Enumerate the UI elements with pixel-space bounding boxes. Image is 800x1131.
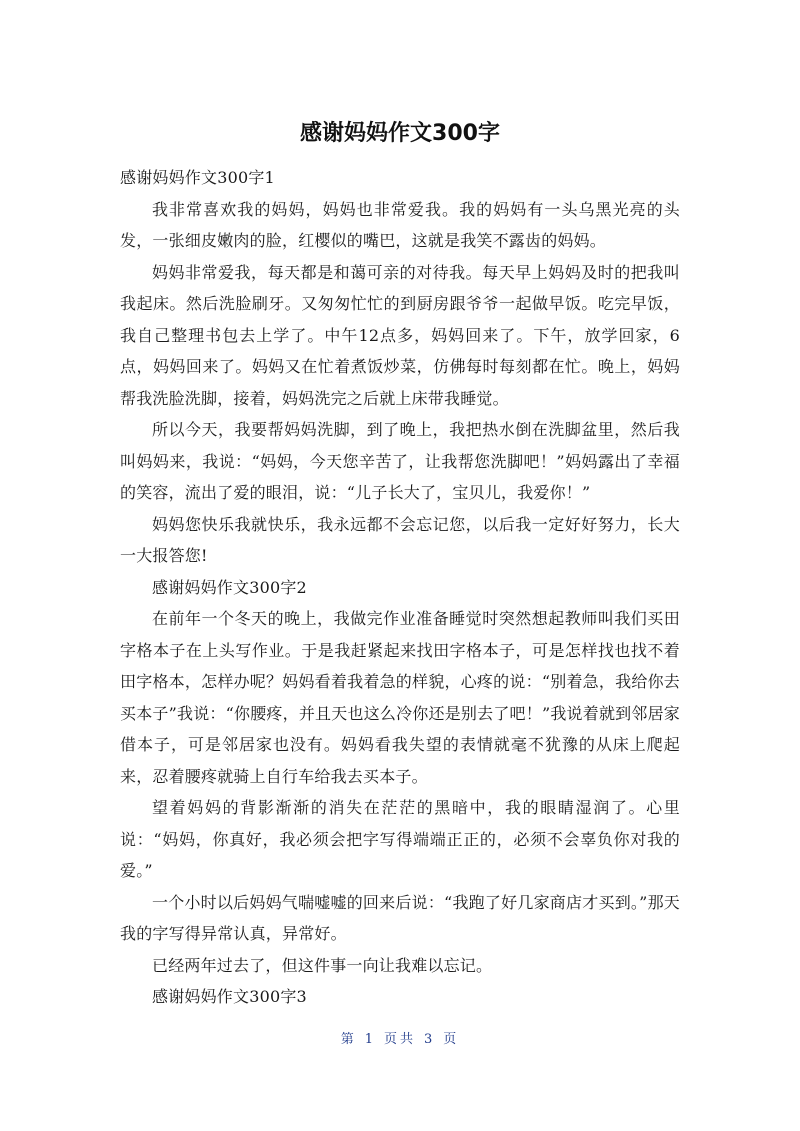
page-label-prefix: 第 — [340, 1032, 357, 1047]
paragraph: 我非常喜欢我的妈妈，妈妈也非常爱我。我的妈妈有一头乌黑光亮的头发，一张细皮嫩肉的脸，红樱似的嘴巴，这就是我笑不露齿的妈妈。 — [120, 199, 680, 250]
section-heading-1: 感谢妈妈作文300字1 — [120, 168, 275, 187]
page-label-suffix: 页 — [443, 1032, 460, 1047]
document-title: 感谢妈妈作文300字 — [300, 121, 500, 146]
document-body — [120, 162, 680, 1013]
paragraph: 妈妈您快乐我就快乐，我永远都不会忘记您，以后我一定好好努力，长大一大报答您! — [120, 514, 680, 565]
paragraph: 在前年一个冬天的晚上，我做完作业准备睡觉时突然想起教师叫我们买田字格本子在上头写作业。于是我赶紧起来找田字格本子，可是怎样找也找不着田字格本，怎样办呢？妈妈看着我着急的样貌，心疼的说：“别着急，我给你去买本子”我说：“你腰疼，并且天也这么冷你还是别去了吧！”我说着就到邻居家借本子，可是邻居家也没有。妈妈看我失望的表情就毫不犹豫的从床上爬起来，忍着腰疼就骑上自行车给我去买本子。 — [120, 609, 680, 786]
page-label-middle: 页共 — [383, 1032, 416, 1047]
paragraph: 妈妈非常爱我，每天都是和蔼可亲的对待我。每天早上妈妈及时的把我叫我起床。然后洗脸刷牙。又匆匆忙忙的到厨房跟爷爷一起做早饭。吃完早饭，我自己整理书包去上学了。中午12点多，妈妈回来了。下午，放学回家，6点，妈妈回来了。妈妈又在忙着煮饭炒菜，仿佛每时每刻都在忙。晚上，妈妈帮我洗脸洗脚，接着，妈妈洗完之后就上床带我睡觉。 — [120, 262, 680, 408]
section-heading-3: 感谢妈妈作文300字3 — [152, 987, 307, 1006]
page-footer — [0, 1030, 800, 1050]
current-page-number: 1 — [364, 1032, 376, 1047]
paragraph: 望着妈妈的背影渐渐的消失在茫茫的黑暗中，我的眼睛湿润了。心里说：“妈妈，你真好，我必须会把字写得端端正正的，必须不会辜负你对我的爱。” — [120, 798, 680, 880]
paragraph: 所以今天，我要帮妈妈洗脚，到了晚上，我把热水倒在洗脚盆里，然后我叫妈妈来，我说：“妈妈，今天您辛苦了，让我帮您洗脚吧！”妈妈露出了幸福的笑容，流出了爱的眼泪，说：“儿子长大了，宝贝儿，我爱你！” — [120, 420, 680, 502]
section-heading-2: 感谢妈妈作文300字2 — [152, 577, 307, 597]
paragraph: 已经两年过去了，但这件事一向让我难以忘记。 — [152, 955, 493, 975]
total-pages-number: 3 — [424, 1032, 436, 1047]
paragraph: 一个小时以后妈妈气喘嘘嘘的回来后说：“我跑了好几家商店才买到。”那天我的字写得异常认真，异常好。 — [120, 892, 680, 943]
